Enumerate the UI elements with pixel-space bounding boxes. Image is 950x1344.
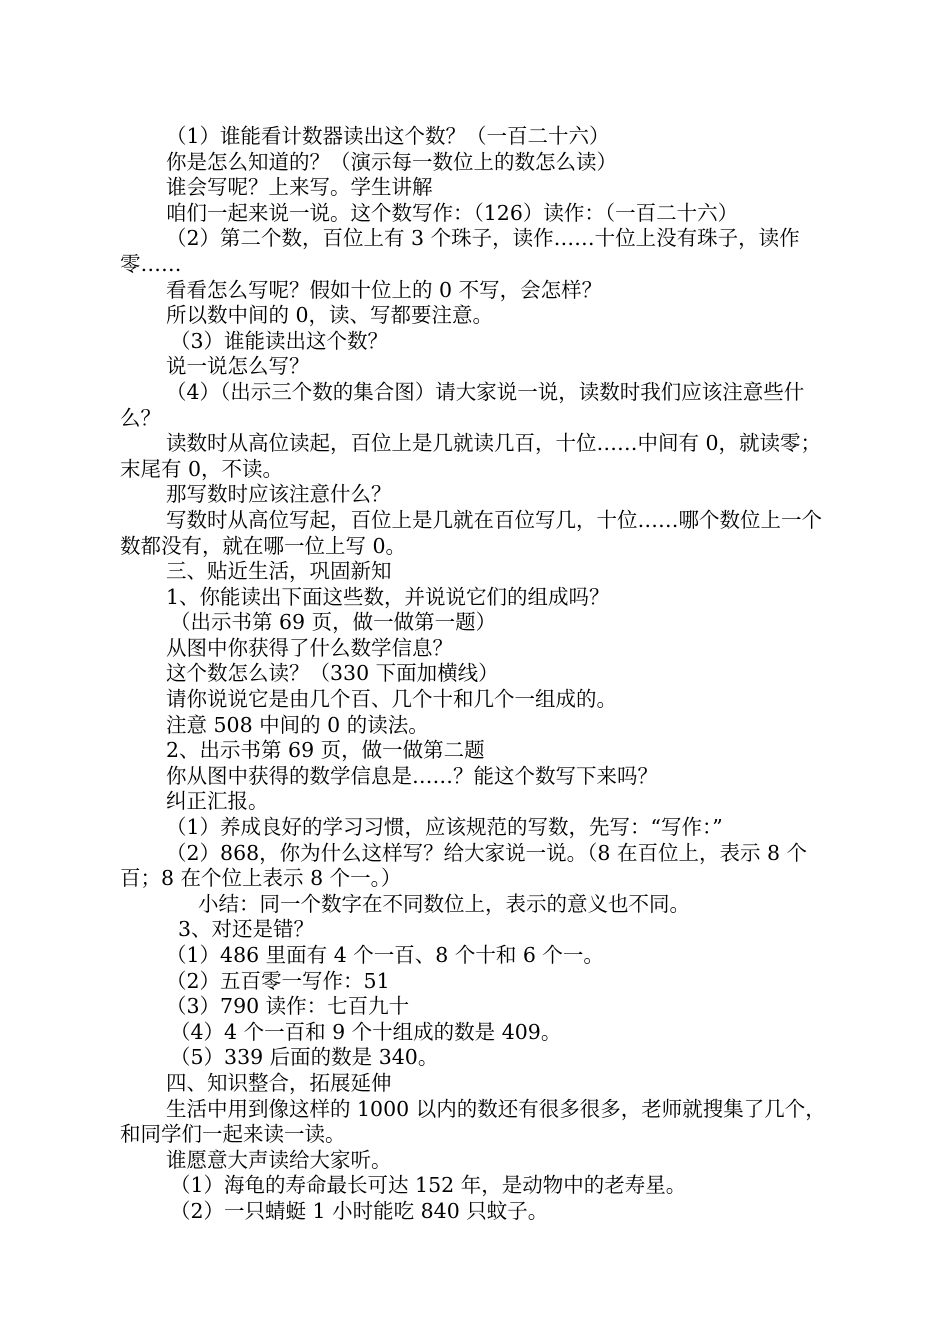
document-body bbox=[120, 124, 840, 1225]
paragraph: （4）（出示三个数的集合图）请大家说一说，读数时我们应该注意些什么？ bbox=[120, 379, 805, 430]
paragraph: 你是怎么知道的？（演示每一数位上的数怎么读） bbox=[166, 149, 617, 174]
paragraph: （1）谁能看计数器读出这个数？（一百二十六） bbox=[166, 124, 610, 148]
paragraph: （5）339 后面的数是 340。 bbox=[170, 1045, 439, 1070]
paragraph: 这个数怎么读？（330 下面加横线） bbox=[166, 661, 499, 686]
paragraph: 读数时从高位读起，百位上是几就读几百，十位……中间有 0，就读零；末尾有 0，不读。 bbox=[120, 431, 822, 481]
paragraph: （出示书第 69 页，做一做第一题） bbox=[170, 610, 497, 635]
paragraph: 3、对还是错？ bbox=[178, 917, 315, 942]
section-heading: 四、知识整合，拓展延伸 bbox=[166, 1070, 392, 1095]
paragraph: （2）五百零一写作：51 bbox=[166, 968, 390, 993]
paragraph: （3）790 读作：七百九十 bbox=[166, 994, 410, 1019]
paragraph: （1）养成良好的学习习惯，应该规范的写数，先写：“写作：” bbox=[166, 815, 723, 840]
paragraph: 谁愿意大声读给大家听。 bbox=[166, 1147, 392, 1172]
paragraph: （1）海龟的寿命最长可达 152 年，是动物中的老寿星。 bbox=[170, 1173, 687, 1198]
paragraph: （2）第二个数，百位上有 3 个珠子，读作……十位上没有珠子，读作零…… bbox=[120, 226, 800, 276]
paragraph: 说一说怎么写？ bbox=[166, 354, 310, 379]
paragraph: 生活中用到像这样的 1000 以内的数还有很多很多，老师就搜集了几个，和同学们一起来读一读。 bbox=[120, 1096, 826, 1147]
paragraph: 写数时从高位写起，百位上是几就在百位写几，十位……哪个数位上一个数都没有，就在哪一位上写 0。 bbox=[120, 507, 822, 558]
paragraph: 1、你能读出下面这些数，并说说它们的组成吗？ bbox=[166, 584, 610, 609]
paragraph: （1）486 里面有 4 个一百、8 个十和 6 个一。 bbox=[166, 943, 604, 967]
paragraph: 从图中你获得了什么数学信息？ bbox=[166, 635, 453, 660]
paragraph: （2）868，你为什么这样写？给大家说一说。（8 在百位上，表示 8 个百；8 在个位上表示 8 个一。） bbox=[120, 840, 808, 891]
paragraph: 2、出示书第 69 页，做一做第二题 bbox=[166, 738, 485, 763]
paragraph: 所以数中间的 0，读、写都要注意。 bbox=[166, 303, 494, 328]
paragraph: （4）4 个一百和 9 个十组成的数是 409。 bbox=[170, 1019, 562, 1044]
paragraph: 看看怎么写呢？假如十位上的 0 不写，会怎样？ bbox=[166, 277, 603, 302]
paragraph: 纠正汇报。 bbox=[166, 789, 269, 814]
paragraph: 请你说说它是由几个百、几个十和几个一组成的。 bbox=[166, 687, 617, 712]
paragraph: 那写数时应该注意什么？ bbox=[166, 482, 392, 507]
paragraph: （2）一只蜻蜓 1 小时能吃 840 只蚊子。 bbox=[170, 1198, 549, 1223]
paragraph: （3）谁能读出这个数？ bbox=[170, 328, 389, 353]
section-heading: 三、贴近生活，巩固新知 bbox=[166, 559, 392, 584]
paragraph: 小结：同一个数字在不同数位上，表示的意义也不同。 bbox=[198, 891, 690, 916]
paragraph: 谁会写呢？上来写。学生讲解 bbox=[166, 175, 433, 200]
paragraph: 咱们一起来说一说。这个数写作：（126）读作：（一百二十六） bbox=[166, 200, 739, 225]
paragraph: 注意 508 中间的 0 的读法。 bbox=[166, 712, 429, 737]
paragraph: 你从图中获得的数学信息是……？能这个数写下来吗？ bbox=[166, 763, 658, 788]
